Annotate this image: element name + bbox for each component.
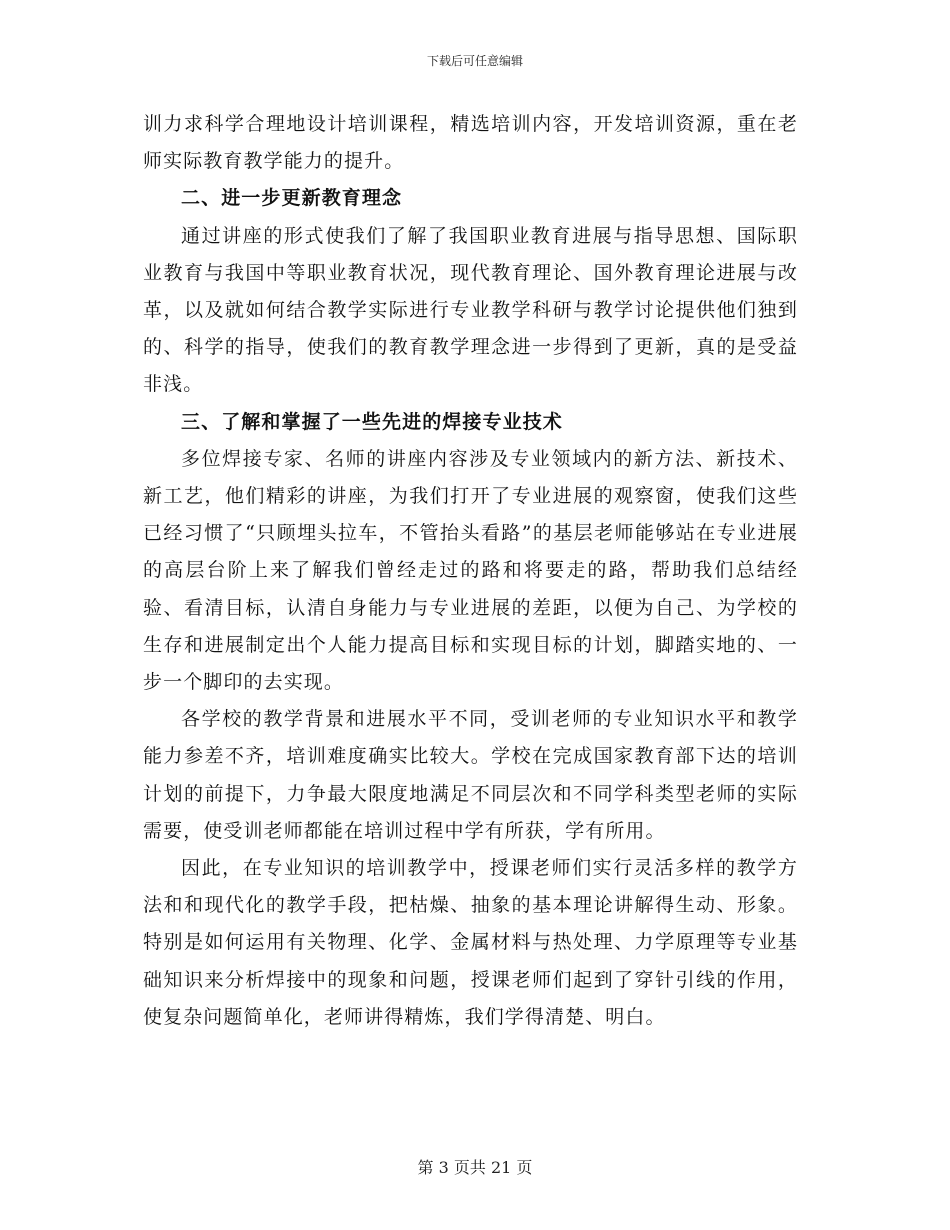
section-heading-3: 三、了解和掌握了一些先进的焊接专业技术 bbox=[181, 410, 563, 433]
page-number: 第 3 页共 21 页 bbox=[417, 1158, 533, 1177]
document-body bbox=[143, 106, 798, 1036]
paragraph-continuation: 训力求科学合理地设计培训课程，精选培训内容，开发培训资源，重在老师实际教育教学能力的提升。 bbox=[143, 113, 798, 173]
section-heading-2: 二、进一步更新教育理念 bbox=[181, 187, 403, 210]
page-header-note: 下载后可任意编辑 bbox=[426, 54, 523, 68]
paragraph-welding-experts: 多位焊接专家、名师的讲座内容涉及专业领域内的新方法、新技术、新工艺，他们精彩的讲座，为我们打开了专业进展的观察窗，使我们这些已经习惯了“只顾埋头拉车，不管抬头看路”的基层老师能够站在专业进展的高层台阶上来了解我们曾经走过的路和将要走的路，帮助我们总结经验、看清目标，认清自身能力与专业进展的差距，以便为自己、为学校的生存和进展制定出个人能力提高目标和实现目标的计划，脚踏实地的、一步一个脚印的去实现。 bbox=[143, 447, 798, 694]
paragraph-teaching-methods: 因此，在专业知识的培训教学中，授课老师们实行灵活多样的教学方法和和现代化的教学手段，把枯燥、抽象的基本理论讲解得生动、形象。特别是如何运用有关物理、化学、金属材料与热处理、力学原理等专业基础知识来分析焊接中的现象和问题，授课老师们起到了穿针引线的作用，使复杂问题简单化，老师讲得精炼，我们学得清楚、明白。 bbox=[143, 857, 798, 1028]
paragraph-education-concepts: 通过讲座的形式使我们了解了我国职业教育进展与指导思想、国际职业教育与我国中等职业教育状况，现代教育理论、国外教育理论进展与改革，以及就如何结合教学实际进行专业教学科研与教学讨论提供他们独到的、科学的指导，使我们的教育教学理念进一步得到了更新，真的是受益非浅。 bbox=[143, 224, 798, 396]
paragraph-school-backgrounds: 各学校的教学背景和进展水平不同，受训老师的专业知识水平和教学能力参差不齐，培训难度确实比较大。学校在完成国家教育部下达的培训计划的前提下，力争最大限度地满足不同层次和不同学科类型老师的实际需要，使受训老师都能在培训过程中学有所获，学有所用。 bbox=[143, 708, 798, 842]
